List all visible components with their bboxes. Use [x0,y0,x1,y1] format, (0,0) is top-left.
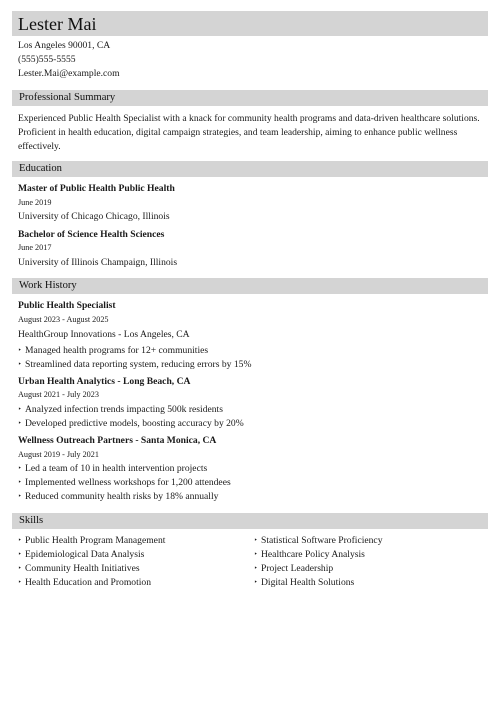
bullet-icon: ‣ [18,566,22,572]
bullet-icon: ‣ [254,552,258,558]
bullet-icon: ‣ [18,421,22,427]
job-title: Public Health Specialist [18,300,116,311]
job-bullet: ‣ Managed health programs for 12+ communities [18,345,209,356]
job-date: August 2023 - August 2025 [18,315,109,324]
summary-text: Experienced Public Health Specialist with a knack for community health programs and data-driven healthcare solutions. Proficient in health education, digital campaign strategies, and team leadership, aiming to enhance public wellness effectively. [18,113,480,152]
contact-address: Los Angeles 90001, CA [18,40,111,51]
education-school: University of Chicago Chicago, Illinois [18,211,170,222]
bullet-icon: ‣ [18,552,22,558]
education-school: University of Illinois Champaign, Illinois [18,257,178,268]
section-title: Skills [19,515,44,526]
section-header-skills [12,513,488,529]
bullet-icon: ‣ [18,538,22,544]
job-bullet: ‣ Implemented wellness workshops for 1,200 attendees [18,477,231,488]
job-title: Urban Health Analytics - Long Beach, CA [18,376,191,387]
skill-item: ‣ Public Health Program Management [18,535,166,546]
section-title: Professional Summary [19,92,116,103]
name-header [12,11,488,36]
skill-item: ‣ Community Health Initiatives [18,563,140,574]
contact-email: Lester.Mai@example.com [18,68,120,79]
section-header-summary [12,90,488,106]
skill-item: ‣ Health Education and Promotion [18,577,152,588]
section-header-work [12,278,488,294]
candidate-name: Lester Mai [18,14,97,34]
section-title: Education [19,163,62,174]
skill-item: ‣ Digital Health Solutions [254,577,355,588]
job-date: August 2021 - July 2023 [18,390,99,399]
bullet-icon: ‣ [254,538,258,544]
job-bullet: ‣ Analyzed infection trends impacting 500k residents [18,404,223,415]
skill-item: ‣ Epidemiological Data Analysis [18,549,145,560]
bullet-icon: ‣ [18,407,22,413]
bullet-icon: ‣ [18,480,22,486]
bullet-icon: ‣ [18,494,22,500]
bullet-icon: ‣ [18,348,22,354]
bullet-icon: ‣ [18,466,22,472]
education-date: June 2019 [18,198,52,207]
job-bullet: ‣ Led a team of 10 in health intervention projects [18,463,208,474]
section-title: Work History [19,280,77,291]
education-degree: Master of Public Health Public Health [18,183,175,194]
skill-item: ‣ Healthcare Policy Analysis [254,549,365,560]
education-date: June 2017 [18,243,52,252]
section-header-education [12,161,488,177]
job-title: Wellness Outreach Partners - Santa Monica, CA [18,435,217,446]
job-company: HealthGroup Innovations - Los Angeles, CA [18,329,190,340]
bullet-icon: ‣ [254,580,258,586]
skill-item: ‣ Statistical Software Proficiency [254,535,383,546]
skill-item: ‣ Project Leadership [254,563,334,574]
job-bullet: ‣ Streamlined data reporting system, reducing errors by 15% [18,359,252,370]
bullet-icon: ‣ [254,566,258,572]
job-bullet: ‣ Reduced community health risks by 18% annually [18,491,219,502]
contact-phone: (555)555-5555 [18,54,76,65]
education-degree: Bachelor of Science Health Sciences [18,229,165,240]
job-bullet: ‣ Developed predictive models, boosting accuracy by 20% [18,418,244,429]
bullet-icon: ‣ [18,580,22,586]
bullet-icon: ‣ [18,362,22,368]
job-date: August 2019 - July 2021 [18,450,99,459]
